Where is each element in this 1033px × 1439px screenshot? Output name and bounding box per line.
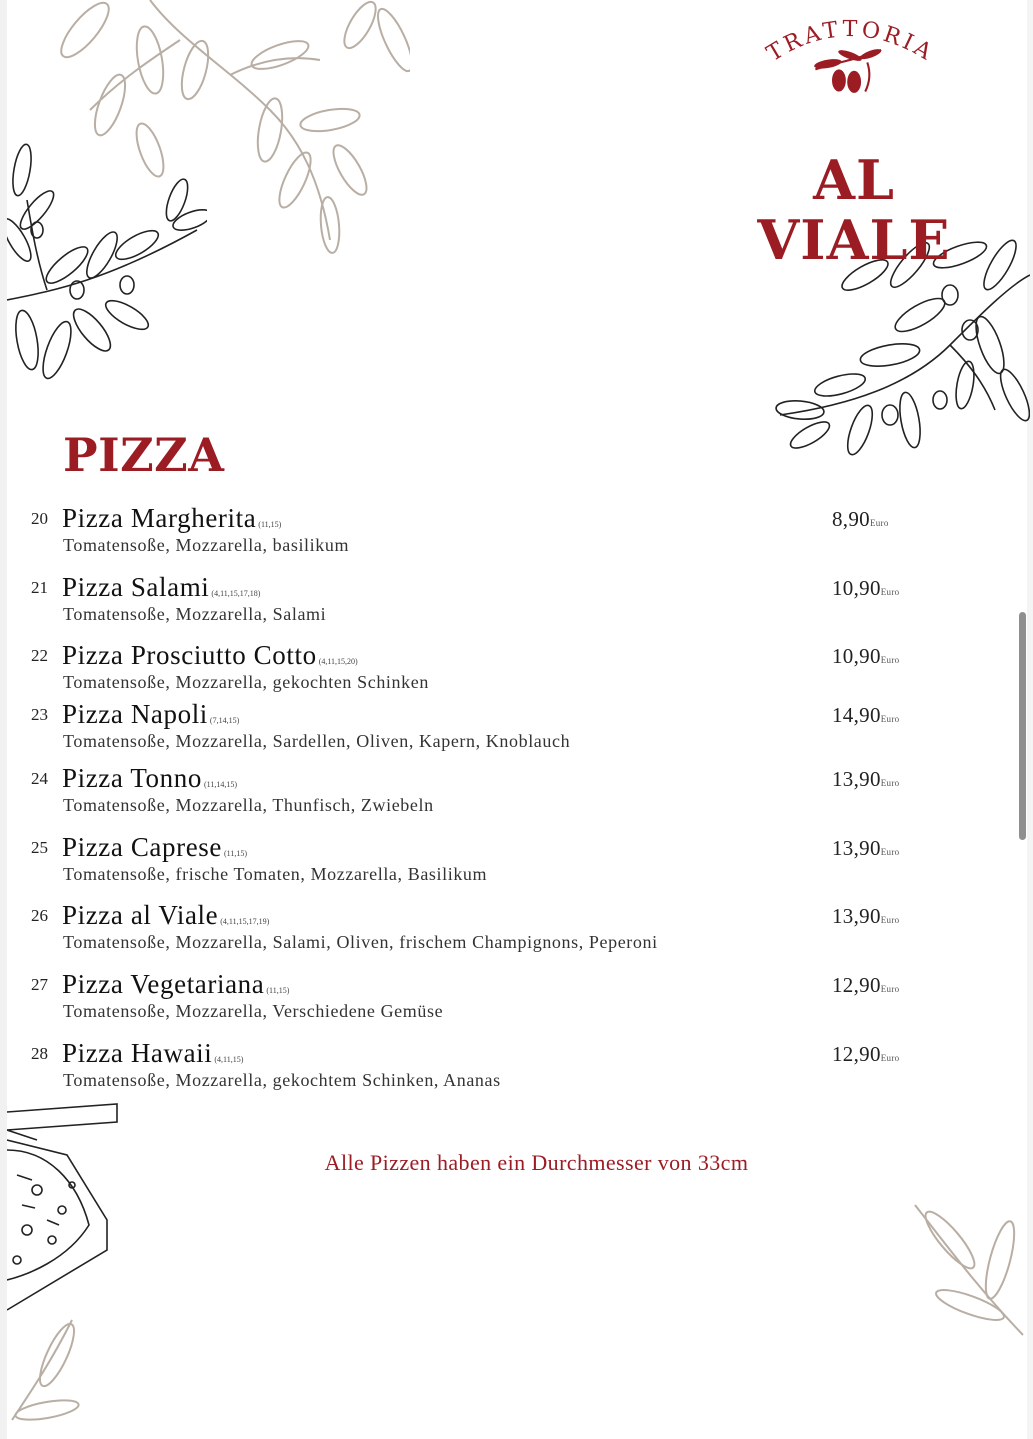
item-description: Tomatensoße, Mozzarella, gekochtem Schinken, Ananas xyxy=(63,1070,501,1090)
item-name-text: Pizza al Viale xyxy=(62,900,219,930)
item-name xyxy=(62,969,289,1000)
item-number: 24 xyxy=(31,769,48,788)
item-price xyxy=(832,836,899,861)
menu-item xyxy=(0,503,1000,563)
item-description: Tomatensoße, Mozzarella, basilikum xyxy=(63,535,350,555)
item-currency: Euro xyxy=(880,655,900,665)
menu-item xyxy=(0,763,1000,823)
item-description: Tomatensoße, Mozzarella, Salami, Oliven, frischem Champignons, Peperoni xyxy=(63,932,658,952)
leaf-sprig-bottom-left-icon xyxy=(7,1310,97,1430)
item-price xyxy=(832,973,899,998)
item-currency: Euro xyxy=(880,1053,900,1063)
item-price-value: 10,90 xyxy=(832,644,881,668)
logo-line1: TRATTORIA xyxy=(762,16,940,67)
item-description: Tomatensoße, frische Tomaten, Mozzarella, Basilikum xyxy=(63,864,488,884)
item-name xyxy=(62,763,237,794)
item-price xyxy=(832,767,899,792)
item-price xyxy=(832,576,899,601)
item-name-text: Pizza Salami xyxy=(62,572,210,602)
item-currency: Euro xyxy=(880,984,900,994)
item-price-value: 12,90 xyxy=(832,1042,881,1066)
menu-item xyxy=(0,640,1000,700)
item-name xyxy=(62,832,247,863)
item-name xyxy=(62,572,260,603)
item-allergens: (4,11,15,20) xyxy=(318,657,358,666)
item-allergens: (11,14,15) xyxy=(203,780,237,789)
menu-item xyxy=(0,1038,1000,1098)
item-price-value: 13,90 xyxy=(832,904,881,928)
item-number: 28 xyxy=(31,1044,48,1063)
pizza-size-note: Alle Pizzen haben ein Durchmesser von 33cm xyxy=(324,1150,749,1175)
item-name-text: Pizza Tonno xyxy=(62,763,202,793)
item-number: 25 xyxy=(31,838,48,857)
item-number: 26 xyxy=(31,906,48,925)
item-price-value: 10,90 xyxy=(832,576,881,600)
item-name xyxy=(62,1038,243,1069)
item-price xyxy=(832,703,899,728)
item-allergens: (7,14,15) xyxy=(209,716,240,725)
page-right-edge xyxy=(1027,0,1033,1439)
item-name-text: Pizza Margherita xyxy=(62,503,257,533)
item-number: 23 xyxy=(31,705,48,724)
menu-item xyxy=(0,900,1000,960)
item-allergens: (11,15) xyxy=(266,986,290,995)
item-currency: Euro xyxy=(880,587,900,597)
logo-trattoria-arc xyxy=(700,14,1000,104)
olive-sprig-icon xyxy=(813,47,882,93)
menu-item xyxy=(0,699,1000,759)
item-name xyxy=(62,503,281,534)
item-currency: Euro xyxy=(880,915,900,925)
menu-item xyxy=(0,969,1000,1029)
item-price-value: 12,90 xyxy=(832,973,881,997)
item-name xyxy=(62,699,239,730)
menu-item xyxy=(0,572,1000,632)
pizza-box-icon xyxy=(7,1100,122,1315)
item-price-value: 8,90 xyxy=(832,507,870,531)
item-currency: Euro xyxy=(880,847,900,857)
item-name xyxy=(62,900,269,931)
item-number: 21 xyxy=(31,578,48,597)
item-allergens: (4,11,15,17,19) xyxy=(220,917,270,926)
menu-item xyxy=(0,832,1000,892)
item-name-text: Pizza Prosciutto Cotto xyxy=(62,640,317,670)
section-title: PIZZA xyxy=(63,428,225,482)
item-price xyxy=(832,904,899,929)
item-price xyxy=(832,644,899,669)
item-name-text: Pizza Caprese xyxy=(62,832,222,862)
olive-branch-left-icon xyxy=(7,140,207,390)
item-price xyxy=(832,507,889,532)
item-allergens: (11,15) xyxy=(223,849,248,858)
item-currency: Euro xyxy=(869,518,889,528)
item-name-text: Pizza Vegetariana xyxy=(62,969,265,999)
item-allergens: (4,11,15) xyxy=(214,1055,244,1064)
item-description: Tomatensoße, Mozzarella, Verschiedene Gemüse xyxy=(63,1001,444,1021)
item-allergens: (11,15) xyxy=(258,520,282,529)
logo xyxy=(700,14,1000,272)
item-number: 27 xyxy=(31,975,48,994)
item-price-value: 13,90 xyxy=(832,767,881,791)
item-description: Tomatensoße, Mozzarella, Sardellen, Oliven, Kapern, Knoblauch xyxy=(63,731,571,751)
item-description: Tomatensoße, Mozzarella, Thunfisch, Zwiebeln xyxy=(63,795,434,815)
item-allergens: (4,11,15,17,18) xyxy=(211,589,261,598)
scrollbar-thumb[interactable] xyxy=(1019,612,1026,840)
item-description: Tomatensoße, Mozzarella, gekochten Schinken xyxy=(63,672,429,692)
item-price-value: 13,90 xyxy=(832,836,881,860)
item-name-text: Pizza Hawaii xyxy=(62,1038,213,1068)
item-number: 20 xyxy=(31,509,48,528)
logo-line2: AL VIALE xyxy=(757,148,951,272)
item-number: 22 xyxy=(31,646,48,665)
item-name xyxy=(62,640,358,671)
item-price xyxy=(832,1042,899,1067)
item-name-text: Pizza Napoli xyxy=(62,699,208,729)
item-description: Tomatensoße, Mozzarella, Salami xyxy=(63,604,327,624)
item-currency: Euro xyxy=(880,778,900,788)
item-price-value: 14,90 xyxy=(832,703,881,727)
item-currency: Euro xyxy=(880,714,900,724)
leaf-branch-bottom-right-icon xyxy=(910,1200,1025,1340)
